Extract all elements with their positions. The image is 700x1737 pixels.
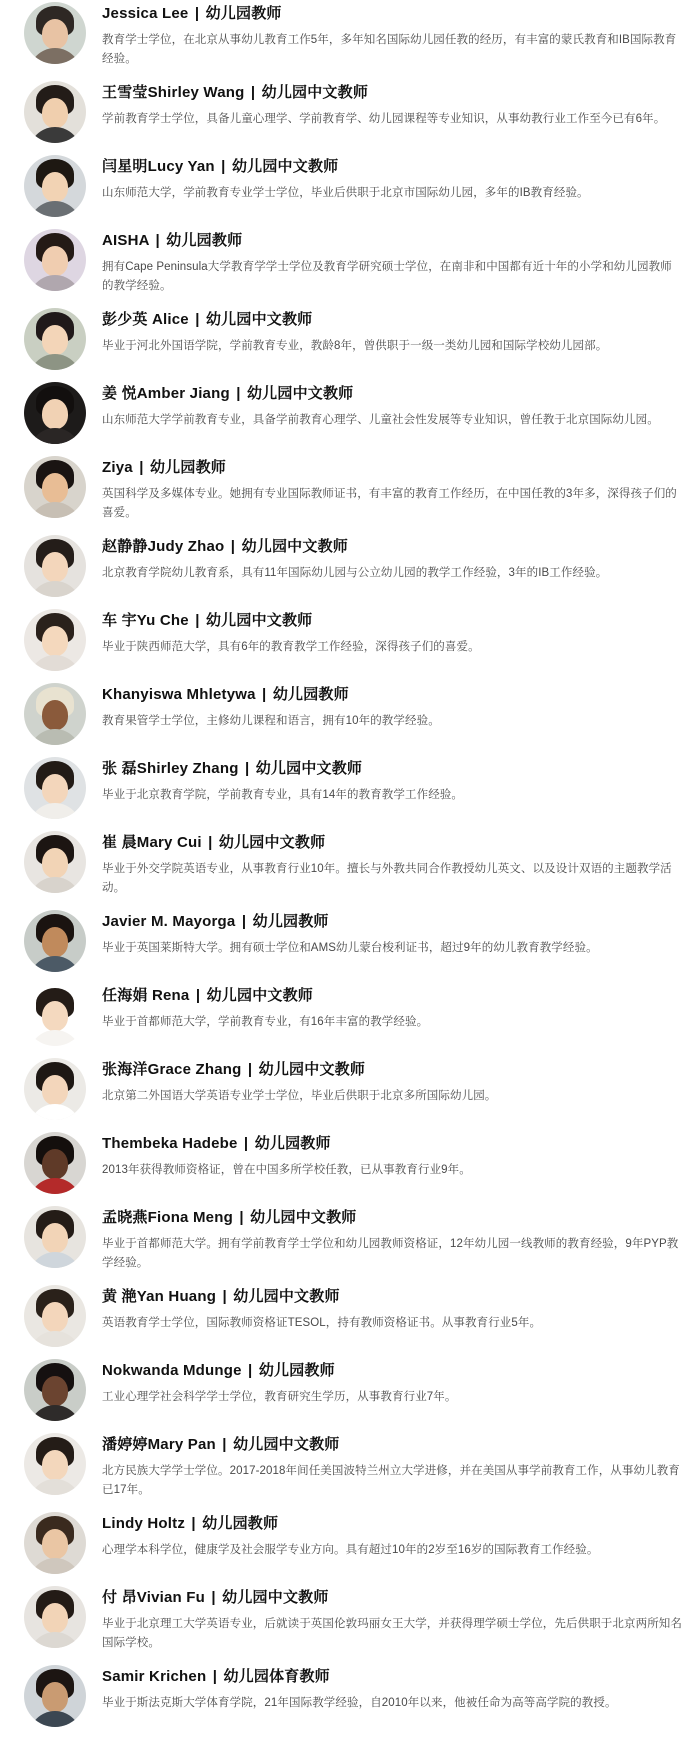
avatar-body (29, 1104, 81, 1120)
avatar (24, 382, 86, 444)
name-role-separator: | (236, 385, 241, 402)
teacher-description: 毕业于外交学院英语专业，从事教育行业10年。擅长与外教共同合作教授幼儿英文、以及设计双语的主题教学活动。 (102, 863, 672, 894)
avatar (24, 1665, 86, 1727)
avatar-face (42, 927, 68, 957)
teacher-role: 幼儿园中文教师 (218, 834, 326, 851)
teacher-info (92, 306, 686, 366)
teacher-description: 心理学本科学位，健康学及社会服学专业方向。具有超过10年的2岁至16岁的国际教育工作经验。 (102, 1544, 599, 1556)
teacher-info (92, 1431, 686, 1510)
teacher-description: 英国科学及多媒体专业。她拥有专业国际教师证书，有丰富的教育工作经历，在中国任教的3年多，深得孩子们的喜爱。 (102, 488, 677, 519)
avatar-body (29, 127, 81, 143)
teacher-role: 幼儿园中文教师 (205, 612, 313, 629)
name-role-separator: | (211, 1589, 216, 1606)
teacher-row (0, 454, 700, 533)
avatar-container (18, 1204, 92, 1268)
teacher-name: 任海娟 Rena (102, 987, 190, 1004)
avatar-face (42, 700, 68, 730)
teacher-row (0, 153, 700, 227)
avatar-container (18, 755, 92, 819)
teacher-name-line (102, 759, 682, 779)
teacher-name: Jessica Lee (102, 5, 189, 22)
avatar-body (29, 354, 81, 370)
teacher-info (92, 1283, 686, 1343)
teacher-role: 幼儿园教师 (254, 1135, 331, 1152)
teacher-info (92, 1357, 686, 1417)
avatar-face (42, 325, 68, 355)
teacher-name-line (102, 1134, 682, 1154)
avatar-container (18, 1357, 92, 1421)
teacher-name: Nokwanda Mdunge (102, 1362, 242, 1379)
teacher-info (92, 681, 686, 741)
teacher-info (92, 533, 686, 593)
teacher-info (92, 908, 686, 968)
avatar-face (42, 399, 68, 429)
teacher-info (92, 153, 686, 213)
teacher-description: 毕业于北京教育学院，学前教育专业，具有14年的教育教学工作经验。 (102, 789, 463, 801)
teacher-role: 幼儿园中文教师 (246, 385, 354, 402)
teacher-description: 山东师范大学学前教育专业，具备学前教育心理学、儿童社会性发展等专业知识，曾任教于北京国际幼儿园。 (102, 414, 659, 426)
teacher-row (0, 1663, 700, 1737)
avatar-container (18, 79, 92, 143)
teacher-role: 幼儿园中文教师 (241, 538, 348, 555)
avatar-body (29, 1711, 81, 1727)
teacher-name: 付 昂Vivian Fu (102, 1589, 205, 1606)
avatar (24, 535, 86, 597)
teacher-row (0, 227, 700, 306)
name-role-separator: | (262, 686, 267, 703)
avatar-container (18, 1056, 92, 1120)
avatar-body (29, 729, 81, 745)
name-role-separator: | (222, 1288, 227, 1305)
teacher-role: 幼儿园中文教师 (231, 158, 339, 175)
teacher-role: 幼儿园中文教师 (233, 1288, 340, 1305)
teacher-info (92, 1510, 686, 1570)
avatar (24, 831, 86, 893)
teacher-name: 孟晓燕Fiona Meng (102, 1209, 233, 1226)
teacher-info (92, 829, 686, 908)
teacher-name-line (102, 833, 682, 853)
avatar-face (42, 626, 68, 656)
avatar-container (18, 1510, 92, 1574)
name-role-separator: | (195, 612, 200, 629)
avatar-face (42, 1376, 68, 1406)
avatar-body (29, 1331, 81, 1347)
avatar-face (42, 1603, 68, 1633)
avatar-face (42, 473, 68, 503)
avatar-face (42, 1223, 68, 1253)
teacher-name: 车 宇Yu Che (102, 612, 189, 629)
teacher-name-line (102, 1588, 682, 1608)
avatar (24, 683, 86, 745)
avatar-body (29, 956, 81, 972)
avatar (24, 1132, 86, 1194)
teacher-row (0, 1130, 700, 1204)
teacher-name-line (102, 537, 682, 557)
avatar-body (29, 1178, 81, 1194)
teacher-description: 拥有Cape Peninsula大学教育学学士学位及教育学研究硕士学位，在南非和中国都有近十年的小学和幼儿园教师的教学经验。 (102, 261, 672, 292)
avatar-container (18, 1283, 92, 1347)
avatar-container (18, 681, 92, 745)
avatar-body (29, 1479, 81, 1495)
teacher-info (92, 79, 686, 139)
teacher-role: 幼儿园中文教师 (233, 1436, 340, 1453)
teacher-name-line (102, 1060, 682, 1080)
name-role-separator: | (222, 1436, 227, 1453)
teacher-description: 2013年获得教师资格证，曾在中国多所学校任教，已从事教育行业9年。 (102, 1164, 471, 1176)
teacher-name: Khanyiswa Mhletywa (102, 686, 256, 703)
teacher-info (92, 982, 686, 1042)
avatar (24, 1359, 86, 1421)
avatar-face (42, 19, 68, 49)
teacher-name: 黄 滟Yan Huang (102, 1288, 217, 1305)
teacher-role: 幼儿园教师 (205, 5, 282, 22)
teacher-role: 幼儿园教师 (166, 232, 243, 249)
teacher-description: 毕业于陕西师范大学，具有6年的教育教学工作经验，深得孩子们的喜爱。 (102, 641, 480, 653)
teacher-description: 北京教育学院幼儿教育系，具有11年国际幼儿园与公立幼儿园的教学工作经验，3年的IB工作经验。 (102, 567, 608, 579)
avatar-face (42, 1075, 68, 1105)
name-role-separator: | (244, 760, 250, 777)
avatar-face (42, 1450, 68, 1480)
teacher-name-line (102, 1208, 682, 1228)
teacher-role: 幼儿园中文教师 (206, 987, 314, 1004)
avatar (24, 910, 86, 972)
teacher-description: 北方民族大学学士学位。2017-2018年间任美国波特兰州立大学进修，并在美国从事学前教育工作，从事幼儿教育已17年。 (102, 1465, 680, 1496)
avatar-container (18, 306, 92, 370)
name-role-separator: | (195, 987, 201, 1004)
teacher-row (0, 1283, 700, 1357)
teacher-row (0, 306, 700, 380)
teacher-name: 潘婷婷Mary Pan (102, 1436, 216, 1453)
avatar (24, 308, 86, 370)
teacher-name: Ziya (102, 459, 133, 476)
teacher-row (0, 79, 700, 153)
avatar-body (29, 803, 81, 819)
teacher-name-line (102, 1287, 682, 1307)
name-role-separator: | (221, 158, 226, 175)
avatar-face (42, 246, 68, 276)
teacher-role: 幼儿园中文教师 (261, 84, 369, 101)
teacher-description: 教育学士学位，在北京从事幼儿教育工作5年，多年知名国际幼儿园任教的经历，有丰富的蒙氏教育和IB国际教育经验。 (102, 34, 677, 65)
teacher-description: 毕业于首都师范大学。拥有学前教育学士学位和幼儿园教师资格证，12年幼儿园一线教师的教育经验，9年PYP教学经验。 (102, 1238, 679, 1269)
avatar-face (42, 774, 68, 804)
teacher-row (0, 1204, 700, 1283)
avatar (24, 1586, 86, 1648)
teacher-row (0, 380, 700, 454)
avatar-container (18, 0, 92, 64)
avatar-face (42, 98, 68, 128)
teacher-name: Lindy Holtz (102, 1515, 186, 1532)
teacher-role: 幼儿园体育教师 (223, 1668, 330, 1685)
teacher-name-line (102, 458, 682, 478)
avatar-container (18, 227, 92, 291)
teacher-name-line (102, 310, 682, 330)
avatar (24, 2, 86, 64)
teacher-name-line (102, 986, 682, 1006)
teacher-name-line (102, 1361, 682, 1381)
teacher-role: 幼儿园中文教师 (255, 760, 363, 777)
teacher-role: 幼儿园中文教师 (258, 1061, 366, 1078)
avatar-face (42, 1682, 68, 1712)
teacher-name: Thembeka Hadebe (102, 1135, 238, 1152)
teacher-row (0, 1431, 700, 1510)
avatar (24, 155, 86, 217)
name-role-separator: | (195, 311, 200, 328)
teacher-name-line (102, 685, 682, 705)
teacher-name-line (102, 4, 682, 24)
teacher-description: 毕业于英国莱斯特大学。拥有硕士学位和AMS幼儿蒙台梭利证书，超过9年的幼儿教育教学经验。 (102, 942, 598, 954)
avatar-container (18, 829, 92, 893)
avatar-body (29, 502, 81, 518)
teacher-description: 北京第二外国语大学英语专业学士学位，毕业后供职于北京多所国际幼儿园。 (102, 1090, 497, 1102)
teacher-info (92, 1130, 686, 1190)
avatar-container (18, 1584, 92, 1648)
teacher-description: 毕业于北京理工大学英语专业，后就读于英国伦敦玛丽女王大学，并获得理学硕士学位，先后供职于北京两所知名国际学校。 (102, 1618, 682, 1649)
avatar-body (29, 201, 81, 217)
teacher-name: 张 磊Shirley Zhang (102, 760, 239, 777)
teacher-row (0, 681, 700, 755)
teacher-name-line (102, 1435, 682, 1455)
teacher-row (0, 982, 700, 1056)
teacher-description: 工业心理学社会科学学士学位，教育研究生学历，从事教育行业7年。 (102, 1391, 457, 1403)
teacher-description: 毕业于斯法克斯大学体育学院，21年国际教学经验，自2010年以来，他被任命为高等高学院的教授。 (102, 1697, 617, 1709)
teacher-info (92, 454, 686, 533)
avatar (24, 1206, 86, 1268)
avatar (24, 1512, 86, 1574)
teacher-role: 幼儿园教师 (258, 1362, 335, 1379)
avatar-body (29, 275, 81, 291)
teacher-name: 姜 悦Amber Jiang (102, 385, 230, 402)
avatar (24, 984, 86, 1046)
teacher-row (0, 908, 700, 982)
name-role-separator: | (250, 84, 256, 101)
avatar-body (29, 877, 81, 893)
teacher-row (0, 607, 700, 681)
teacher-role: 幼儿园中文教师 (205, 311, 313, 328)
teacher-name-line (102, 231, 682, 251)
teacher-row (0, 1357, 700, 1431)
teacher-description: 英语教育学士学位，国际教师资格证TESOL，持有教师资格证书。从事教育行业5年。 (102, 1317, 542, 1329)
avatar-face (42, 1001, 68, 1031)
avatar-container (18, 908, 92, 972)
avatar-container (18, 380, 92, 444)
teacher-info (92, 1584, 686, 1663)
avatar-body (29, 1252, 81, 1268)
teacher-description: 毕业于首都师范大学，学前教育专业，有16年丰富的教学经验。 (102, 1016, 429, 1028)
name-role-separator: | (155, 232, 160, 249)
avatar-face (42, 1302, 68, 1332)
teacher-info (92, 755, 686, 815)
teacher-name-line (102, 611, 682, 631)
name-role-separator: | (248, 1362, 253, 1379)
teacher-row (0, 0, 700, 79)
avatar-container (18, 533, 92, 597)
teacher-row (0, 829, 700, 908)
teacher-name: 王雪莹Shirley Wang (102, 84, 245, 101)
avatar-body (29, 655, 81, 671)
avatar-face (42, 1529, 68, 1559)
avatar-container (18, 1431, 92, 1495)
name-role-separator: | (247, 1061, 253, 1078)
teacher-name: Samir Krichen (102, 1668, 207, 1685)
teacher-name: 张海洋Grace Zhang (102, 1061, 242, 1078)
teacher-name: 赵静静Judy Zhao (102, 538, 225, 555)
teacher-name-line (102, 83, 682, 103)
teacher-role: 幼儿园教师 (272, 686, 349, 703)
teacher-name: AISHA (102, 232, 150, 249)
avatar-body (29, 48, 81, 64)
avatar (24, 609, 86, 671)
teacher-description: 学前教育学士学位，具备儿童心理学、学前教育学、幼儿园课程等专业知识，从事幼教行业工作至今已有6年。 (102, 113, 666, 125)
avatar (24, 757, 86, 819)
teacher-row (0, 1584, 700, 1663)
avatar-body (29, 581, 81, 597)
teacher-info (92, 607, 686, 667)
teacher-row (0, 1056, 700, 1130)
avatar-body (29, 1558, 81, 1574)
teacher-row (0, 533, 700, 607)
teacher-role: 幼儿园教师 (202, 1515, 279, 1532)
avatar (24, 1285, 86, 1347)
name-role-separator: | (230, 538, 236, 555)
teacher-info (92, 1056, 686, 1116)
teacher-name: Javier M. Mayorga (102, 913, 236, 930)
avatar-container (18, 153, 92, 217)
avatar-face (42, 552, 68, 582)
teacher-name-line (102, 1514, 682, 1534)
teacher-role: 幼儿园教师 (149, 459, 226, 476)
avatar-face (42, 1149, 68, 1179)
name-role-separator: | (191, 1515, 196, 1532)
avatar (24, 456, 86, 518)
name-role-separator: | (194, 5, 200, 22)
teacher-role: 幼儿园教师 (252, 913, 329, 930)
avatar (24, 1433, 86, 1495)
name-role-separator: | (212, 1668, 218, 1685)
teacher-name: 彭少英 Alice (102, 311, 189, 328)
teacher-row (0, 755, 700, 829)
teacher-name-line (102, 157, 682, 177)
teacher-info (92, 380, 686, 440)
teacher-info (92, 1663, 686, 1723)
name-role-separator: | (139, 459, 144, 476)
teacher-name-line (102, 912, 682, 932)
avatar-body (29, 1632, 81, 1648)
teacher-row (0, 1510, 700, 1584)
name-role-separator: | (243, 1135, 249, 1152)
teacher-name-line (102, 1667, 682, 1687)
name-role-separator: | (239, 1209, 244, 1226)
avatar-body (29, 428, 81, 444)
avatar-container (18, 1663, 92, 1727)
teacher-name: 崔 晨Mary Cui (102, 834, 202, 851)
teacher-info (92, 227, 686, 306)
avatar-container (18, 982, 92, 1046)
avatar-container (18, 454, 92, 518)
avatar (24, 229, 86, 291)
teacher-name: 闫星明Lucy Yan (102, 158, 215, 175)
teacher-info (92, 1204, 686, 1283)
teacher-role: 幼儿园中文教师 (222, 1589, 329, 1606)
name-role-separator: | (241, 913, 247, 930)
teacher-description: 教育果管学士学位，主修幼儿课程和语言，拥有10年的教学经验。 (102, 715, 440, 727)
teacher-description: 毕业于河北外国语学院，学前教育专业，教龄8年，曾供职于一级一类幼儿园和国际学校幼儿园部。 (102, 340, 608, 352)
teacher-info (92, 0, 686, 79)
avatar-container (18, 607, 92, 671)
name-role-separator: | (208, 834, 213, 851)
teacher-name-line (102, 384, 682, 404)
avatar-face (42, 848, 68, 878)
avatar-face (42, 172, 68, 202)
avatar-body (29, 1405, 81, 1421)
avatar-body (29, 1030, 81, 1046)
teacher-role: 幼儿园中文教师 (250, 1209, 357, 1226)
avatar-container (18, 1130, 92, 1194)
avatar (24, 81, 86, 143)
teacher-description: 山东师范大学，学前教育专业学士学位，毕业后供职于北京市国际幼儿园，多年的IB教育经验。 (102, 187, 589, 199)
avatar (24, 1058, 86, 1120)
